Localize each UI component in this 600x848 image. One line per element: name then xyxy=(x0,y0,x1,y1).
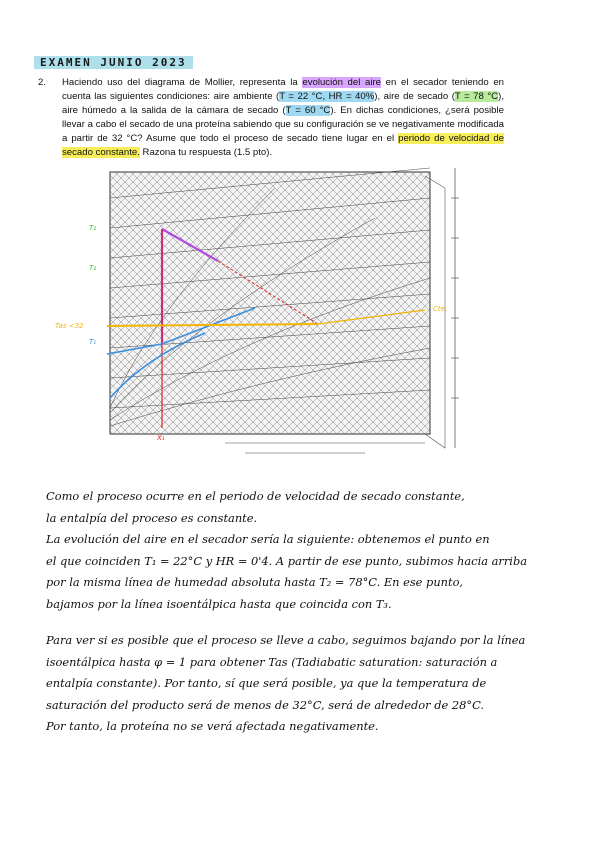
question-number: 2. xyxy=(38,77,47,88)
highlight-drying-air: T = 78 °C xyxy=(454,91,499,102)
highlight-exit-air: T = 60 °C xyxy=(285,105,331,116)
question-segment: ). En dichas condiciones, ¿será posible llevar a cabo el secado de una proteína sabiendo que su configuración se ve negativamente modificada a partir de 32 °C? Asume que todo el proceso de secado tiene lugar en el xyxy=(62,105,504,144)
mollier-diagram xyxy=(55,158,485,463)
t1-label: T₁ xyxy=(89,338,97,346)
answer-line: entalpía constante). Por tanto, sí que será posible, ya que la temperatura de xyxy=(46,676,487,690)
answer-line: saturación del producto será de menos de 32°C, será de alrededor de 28°C. xyxy=(46,697,485,712)
tas-label: Tas <32 xyxy=(55,322,84,330)
question-segment: en el secador teniendo en cuenta las siguientes condiciones: aire ambiente ( xyxy=(62,77,504,102)
cte-label: Cte. xyxy=(433,305,448,313)
question-segment: Razona tu respuesta (1.5 pto). xyxy=(139,147,273,158)
highlight-air-evolution: evolución del aire xyxy=(302,77,382,88)
exam-title: EXAMEN JUNIO 2023 xyxy=(34,56,193,69)
x1-label: X₁ xyxy=(157,434,165,442)
answer-line: Por tanto, la proteína no se verá afectada negativamente. xyxy=(46,719,379,733)
t2-label: T₂ xyxy=(89,224,97,232)
chart-grid xyxy=(110,172,430,434)
answer-line: por la misma línea de humedad absoluta hasta T₂ = 78°C. En ese punto, xyxy=(46,575,464,589)
t3-label: T₃ xyxy=(89,264,97,272)
question-text xyxy=(62,76,504,160)
highlight-constant-rate-period: periodo de velocidad de secado constante. xyxy=(62,133,504,158)
answer-line: Como el proceso ocurre en el periodo de velocidad de secado constante, xyxy=(46,489,465,503)
answer-line: Para ver si es posible que el proceso se lleve a cabo, seguimos bajando por la línea xyxy=(46,633,526,647)
question-segment: ), aire de secado ( xyxy=(374,91,455,102)
answer-paragraph-1 xyxy=(46,486,566,615)
answer-line: isoentálpica hasta φ = 1 para obtener Tas (Tadiabatic saturation: saturación a xyxy=(46,654,498,669)
question-segment: Haciendo uso del diagrama de Mollier, representa la xyxy=(62,77,303,88)
answer-paragraph-2 xyxy=(46,630,566,738)
answer-line: el que coinciden T₁ = 22°C y HR = 0'4. A partir de ese punto, subimos hacia arriba xyxy=(46,553,528,568)
answer-line: La evolución del aire en el secador sería la siguiente: obtenemos el punto en xyxy=(46,532,490,546)
question-segment: ), aire húmedo a la salida de la cámara de secado ( xyxy=(62,91,504,116)
highlight-ambient-air: T = 22 °C, HR = 40% xyxy=(279,91,375,102)
answer-line: bajamos por la línea isoentálpica hasta que coincida con T₃. xyxy=(46,596,392,611)
answer-line: la entalpía del proceso es constante. xyxy=(46,510,258,525)
mollier-diagram-svg xyxy=(55,158,485,463)
question-block xyxy=(38,76,504,160)
